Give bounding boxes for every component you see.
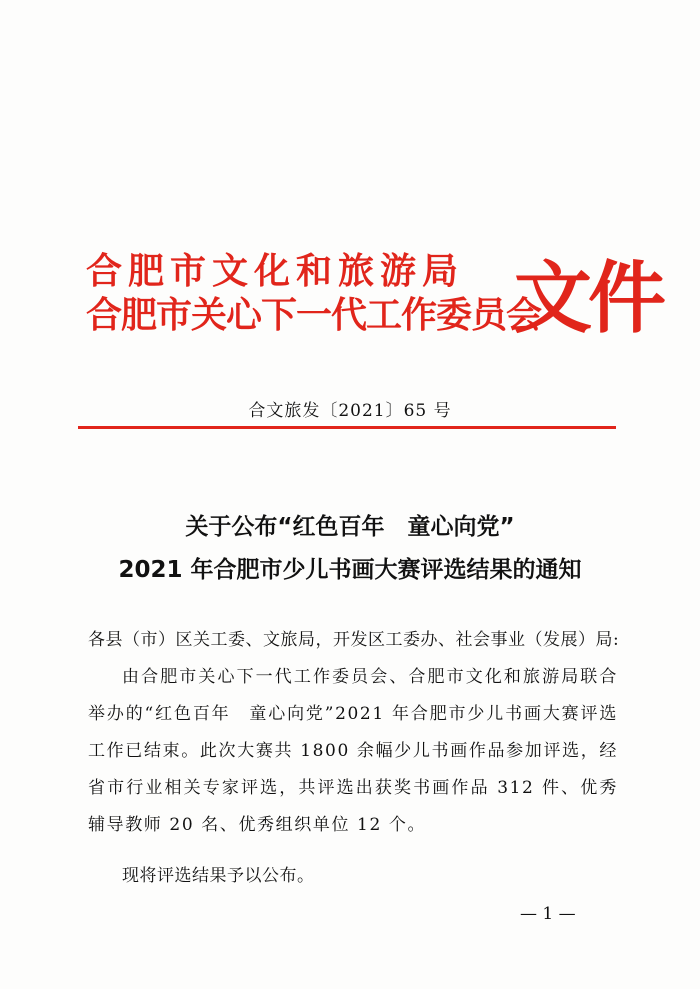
notice-title-line-1: 关于公布“红色百年 童心向党” [185,514,515,540]
issuing-organizations [86,250,542,338]
org-name-youth-care-committee: 合肥市关心下一代工作委员会 [86,295,542,336]
notice-title-line-2: 2021 年合肥市少儿书画大赛评选结果的通知 [118,557,582,583]
page-number: — 1 — [520,904,576,924]
salutation: 各县（市）区关工委、文旅局，开发区工委办、社会事业（发展）局: [88,630,620,650]
closing-sentence: 现将评选结果予以公布。 [122,866,315,886]
red-header [86,246,663,356]
org-name-culture-tourism-bureau: 合肥市文化和旅游局 [86,251,465,292]
red-divider-line [78,426,616,429]
document-label: 文件 [514,253,663,344]
document-number: 合文旅发〔2021〕65 号 [248,401,452,421]
body-paragraph: 由合肥市关心下一代工作委员会、合肥市文化和旅游局联合举办的“红色百年 童心向党”2021 年合肥市少儿书画大赛评选工作已结束。此次大赛共 1800 余幅少儿书画作品参加评选，经省市行业相关专家评选，共评选出获奖书画作品 312 件、优秀辅导教师 20 名、优秀组织单位 12 个。 [88,667,618,835]
